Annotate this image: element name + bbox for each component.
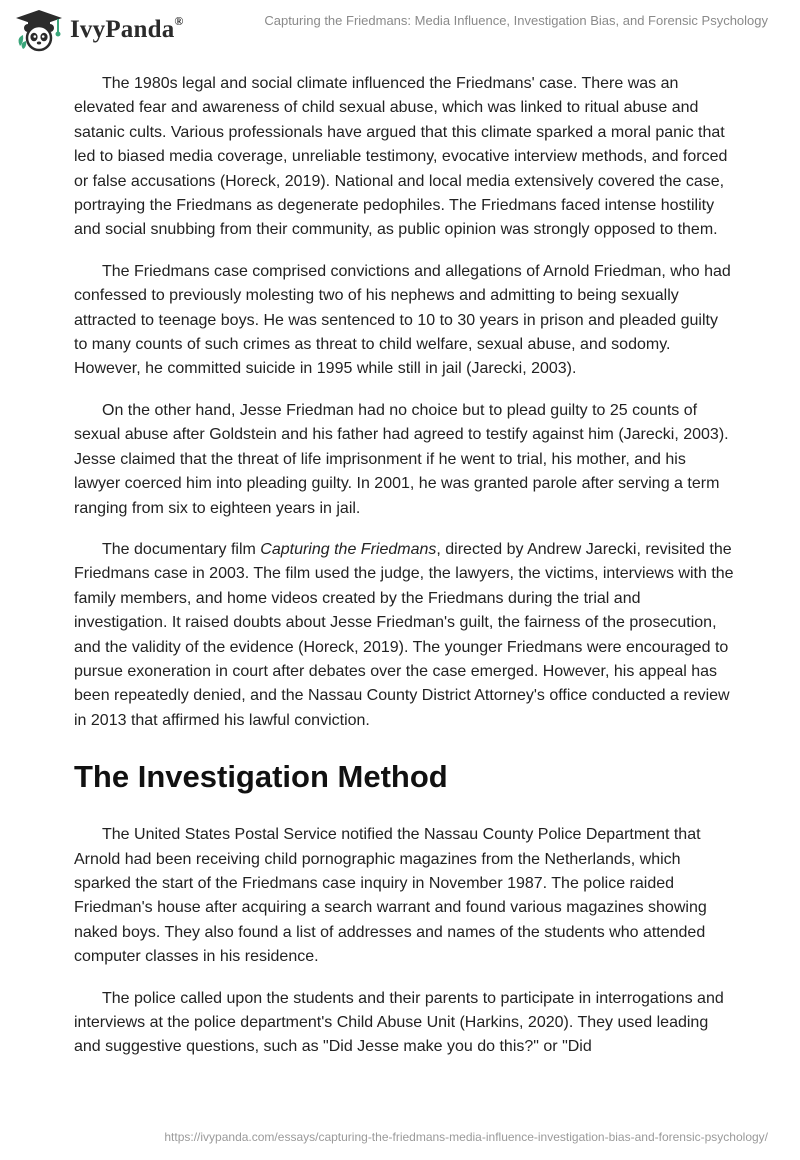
- paragraph-4-rest: , directed by Andrew Jarecki, revisited the Friedmans case in 2003. The film used the judge, the lawyers, the victims, interviews with the family members, and home videos created by the Friedmans during the trial and investigation. It raised doubts about Jesse Friedman's guilt, the fairness of the prosecution, and the validity of the evidence (Horeck, 2019). The younger Friedmans were encouraged to pursue exoneration in court after debates over the case emerged. However, his appeal has been repeatedly denied, and the Nassau County District Attorney's office conducted a review in 2013 that affirmed his lawful conviction.: [74, 540, 734, 729]
- paragraph-5: The United States Postal Service notified the Nassau County Police Department that Arnold had been receiving child pornographic magazines from the Netherlands, which sparked the start of the Friedmans case inquiry in November 1987. The police raided Friedman's house after acquiring a search warrant and found various magazines showing naked boys. They also found a list of addresses and names of the students who attended computer classes in his residence.: [74, 826, 707, 966]
- paragraph-6: The police called upon the students and their parents to participate in interrogations and interviews at the police department's Child Abuse Unit (Harkins, 2020). They used leading and suggestive questions, such as "Did Jesse make you do this?" or "Did: [74, 989, 724, 1056]
- article-body: [74, 72, 734, 1077]
- paragraph-3: On the other hand, Jesse Friedman had no choice but to plead guilty to 25 counts of sexual abuse after Goldstein and his father had agreed to testify against him (Jarecki, 2003). Jesse claimed that the threat of life imprisonment if he went to trial, his mother, and his lawyer coerced him into pleading guilty. In 2001, he was granted parole after serving a term ranging from six to eighteen years in jail.: [74, 401, 729, 517]
- paragraph-2: The Friedmans case comprised convictions and allegations of Arnold Friedman, who had confessed to previously molesting two of his nephews and admitting to being sexually attracted to teenage boys. He was sentenced to 10 to 30 years in prison and pleaded guilty to many counts of such crimes as threat to child welfare, sexual abuse, and sodomy. However, he committed suicide in 1995 while still in jail (Jarecki, 2003).: [74, 262, 731, 378]
- brand-logo[interactable]: [14, 8, 184, 52]
- source-url[interactable]: https://ivypanda.com/essays/capturing-the-friedmans-media-influence-investigation-bias-and-forensic-psychology/: [164, 1130, 768, 1144]
- document-title: Capturing the Friedmans: Media Influence, Investigation Bias, and Forensic Psychology: [264, 13, 768, 28]
- paragraph-1: The 1980s legal and social climate influenced the Friedmans' case. There was an elevated fear and awareness of child sexual abuse, which was linked to ritual abuse and satanic cults. Various professionals have argued that this climate sparked a moral panic that led to biased media coverage, unreliable testimony, evocative interview methods, and forced or false accusations (Horeck, 2019). National and local media extensively covered the case, portraying the Friedmans as degenerate pedophiles. The Friedmans faced intense hostility and social snubbing from their community, as public opinion was strongly opposed to them.: [74, 75, 728, 239]
- brand-name: IvyPanda®: [70, 14, 184, 43]
- paragraph-4: [74, 538, 734, 733]
- panda-graduate-icon: [14, 8, 64, 52]
- paragraph-4-lead: The documentary film: [102, 540, 261, 558]
- page-header: [0, 0, 800, 60]
- film-title: Capturing the Friedmans: [260, 540, 437, 558]
- section-heading: The Investigation Method: [74, 759, 448, 795]
